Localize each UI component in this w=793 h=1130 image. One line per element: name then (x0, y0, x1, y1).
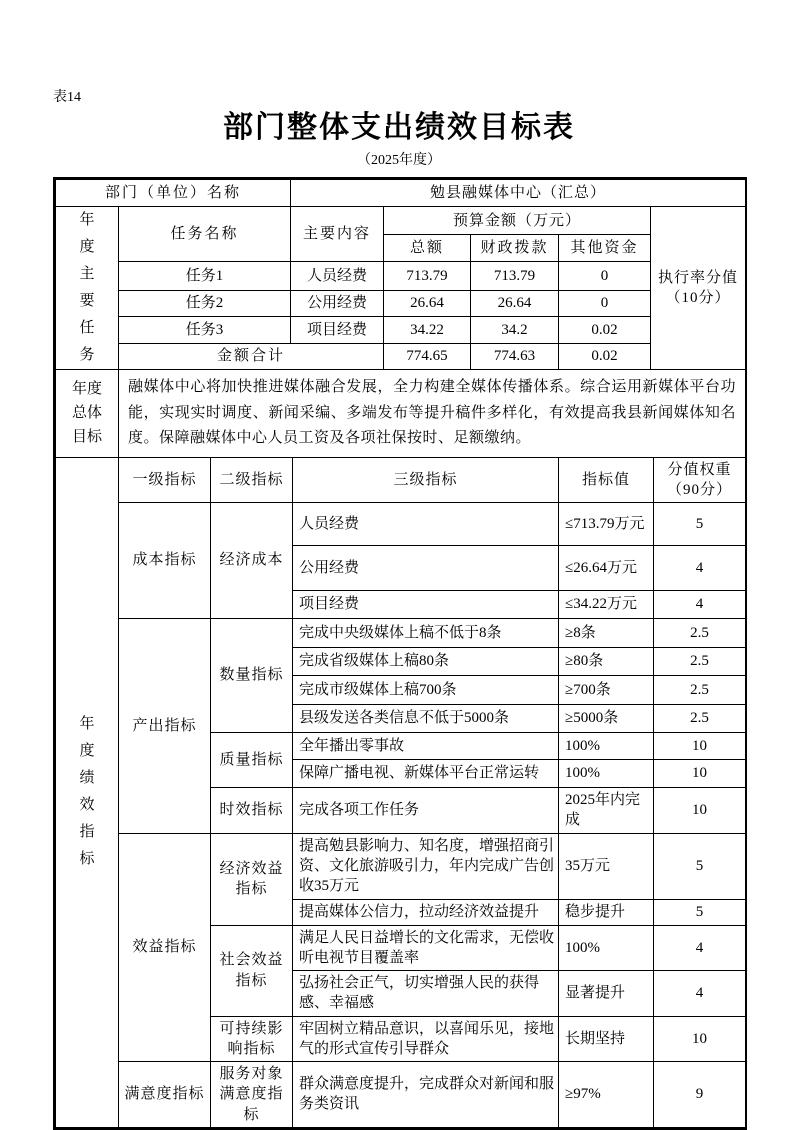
indicator-row (56, 619, 746, 648)
level3-header: 三级指标 (293, 458, 559, 503)
weight-cell: 5 (654, 899, 746, 925)
weight-cell: 4 (654, 971, 746, 1017)
weight-cell: 4 (654, 546, 746, 591)
task-name-cell: 任务2 (119, 290, 291, 316)
level2-header: 二级指标 (211, 458, 293, 503)
dept-tasks-table (55, 179, 746, 370)
task-fiscal-cell: 713.79 (471, 262, 559, 290)
task-row (56, 317, 746, 343)
indicator-value-cell: ≥5000条 (559, 705, 654, 733)
indicator-row (56, 1062, 746, 1128)
task-other-cell: 0 (559, 290, 651, 316)
weight-cell: 10 (654, 1016, 746, 1062)
amount-total-label: 金额合计 (119, 343, 384, 369)
level3-cell: 提高媒体公信力，拉动经济效益提升 (293, 899, 559, 925)
indicator-value-header: 指标值 (559, 458, 654, 503)
level2-cell: 服务对象满意度指标 (211, 1062, 293, 1128)
weight-header: 分值权重（90分） (654, 458, 746, 503)
level1-cell: 成本指标 (119, 503, 211, 619)
indicator-value-cell: ≤34.22万元 (559, 591, 654, 619)
performance-target-table (53, 177, 747, 1130)
level3-cell: 项目经费 (293, 591, 559, 619)
level3-cell: 完成市级媒体上稿700条 (293, 676, 559, 705)
task-name-cell: 任务1 (119, 262, 291, 290)
task-row (56, 290, 746, 316)
task-total-cell: 713.79 (384, 262, 471, 290)
task-content-cell: 项目经费 (291, 317, 384, 343)
task-total-cell: 26.64 (384, 290, 471, 316)
level3-cell: 全年播出零事故 (293, 733, 559, 760)
level2-cell: 数量指标 (211, 619, 293, 733)
weight-cell: 10 (654, 788, 746, 834)
weight-cell: 10 (654, 760, 746, 788)
level1-cell: 产出指标 (119, 619, 211, 834)
indicator-value-cell: 长期坚持 (559, 1016, 654, 1062)
task-content-cell: 人员经费 (291, 262, 384, 290)
task-name-header: 任务名称 (119, 207, 291, 262)
indicator-value-cell: 2025年内完成 (559, 788, 654, 834)
level3-cell: 完成中央级媒体上稿不低于8条 (293, 619, 559, 648)
indicator-value-cell: ≥700条 (559, 676, 654, 705)
indicator-value-cell: ≤26.64万元 (559, 546, 654, 591)
weight-cell: 4 (654, 591, 746, 619)
indicator-row (56, 503, 746, 546)
task-other-cell: 0.02 (559, 317, 651, 343)
weight-cell: 2.5 (654, 619, 746, 648)
grand-other-cell: 0.02 (559, 343, 651, 369)
task-other-cell: 0 (559, 262, 651, 290)
indicator-value-cell: 稳步提升 (559, 899, 654, 925)
page-title: 部门整体支出绩效目标表 (223, 111, 575, 144)
level2-cell: 经济效益指标 (211, 833, 293, 925)
level2-cell: 经济成本 (211, 503, 293, 619)
indicator-value-cell: 100% (559, 733, 654, 760)
level1-header: 一级指标 (119, 458, 211, 503)
tasks-section-label: 年度主要任务 (56, 207, 119, 370)
budget-group-header: 预算金额（万元） (384, 207, 651, 235)
annual-goal-label: 年度总体目标 (56, 370, 119, 457)
indicators-section-label: 年度绩效指标 (56, 458, 119, 1128)
weight-cell: 5 (654, 833, 746, 899)
level3-cell: 提高勉县影响力、知名度，增强招商引资、文化旅游吸引力，年内完成广告创收35万元 (293, 833, 559, 899)
weight-cell: 2.5 (654, 648, 746, 676)
level2-cell: 可持续影响指标 (211, 1016, 293, 1062)
indicator-row (56, 833, 746, 899)
level3-cell: 满足人民日益增长的文化需求，无偿收听电视节目覆盖率 (293, 925, 559, 971)
table-number-label: 表14 (53, 90, 81, 105)
indicator-value-cell: 100% (559, 925, 654, 971)
dept-name-label: 部门（单位）名称 (56, 180, 291, 207)
level1-cell: 效益指标 (119, 833, 211, 1062)
budget-total-header: 总额 (384, 235, 471, 262)
dept-name-value: 勉县融媒体中心（汇总） (291, 180, 746, 207)
level3-cell: 县级发送各类信息不低于5000条 (293, 705, 559, 733)
level3-cell: 完成各项工作任务 (293, 788, 559, 834)
level3-cell: 人员经费 (293, 503, 559, 546)
main-content-header: 主要内容 (291, 207, 384, 262)
weight-cell: 10 (654, 733, 746, 760)
level3-cell: 群众满意度提升，完成群众对新闻和服务类资讯 (293, 1062, 559, 1128)
level3-cell: 牢固树立精品意识，以喜闻乐见，接地气的形式宣传引导群众 (293, 1016, 559, 1062)
level3-cell: 完成省级媒体上稿80条 (293, 648, 559, 676)
indicator-value-cell: 35万元 (559, 833, 654, 899)
level2-cell: 社会效益指标 (211, 925, 293, 1016)
indicator-value-cell: 100% (559, 760, 654, 788)
budget-other-header: 其他资金 (559, 235, 651, 262)
grand-fiscal-cell: 774.63 (471, 343, 559, 369)
weight-cell: 2.5 (654, 676, 746, 705)
page-subtitle: （2025年度） (357, 153, 441, 168)
indicator-value-cell: ≤713.79万元 (559, 503, 654, 546)
level1-cell: 满意度指标 (119, 1062, 211, 1128)
execution-score-header: 执行率分值（10分） (651, 207, 746, 370)
annual-goal-text: 融媒体中心将加快推进媒体融合发展，全力构建全媒体传播体系。综合运用新媒体平台功能，实现实时调度、新闻采编、多端发布等提升稿件多样化，有效提高我县新闻媒体知名度。保障融媒体中心人员工资及各项社保按时、足额缴纳。 (119, 370, 746, 457)
weight-cell: 9 (654, 1062, 746, 1128)
weight-cell: 5 (654, 503, 746, 546)
indicator-value-cell: ≥80条 (559, 648, 654, 676)
task-row (56, 262, 746, 290)
annual-goal-table (55, 370, 746, 458)
task-name-cell: 任务3 (119, 317, 291, 343)
task-total-cell: 34.22 (384, 317, 471, 343)
indicator-value-cell: ≥8条 (559, 619, 654, 648)
budget-fiscal-header: 财政拨款 (471, 235, 559, 262)
weight-cell: 4 (654, 925, 746, 971)
task-fiscal-cell: 34.2 (471, 317, 559, 343)
level3-cell: 公用经费 (293, 546, 559, 591)
indicators-table (55, 458, 746, 1128)
task-total-row (56, 343, 746, 369)
weight-cell: 2.5 (654, 705, 746, 733)
level2-cell: 时效指标 (211, 788, 293, 834)
grand-total-cell: 774.65 (384, 343, 471, 369)
level2-cell: 质量指标 (211, 733, 293, 788)
indicator-value-cell: 显著提升 (559, 971, 654, 1017)
level3-cell: 弘扬社会正气，切实增强人民的获得感、幸福感 (293, 971, 559, 1017)
task-content-cell: 公用经费 (291, 290, 384, 316)
indicator-value-cell: ≥97% (559, 1062, 654, 1128)
task-fiscal-cell: 26.64 (471, 290, 559, 316)
level3-cell: 保障广播电视、新媒体平台正常运转 (293, 760, 559, 788)
